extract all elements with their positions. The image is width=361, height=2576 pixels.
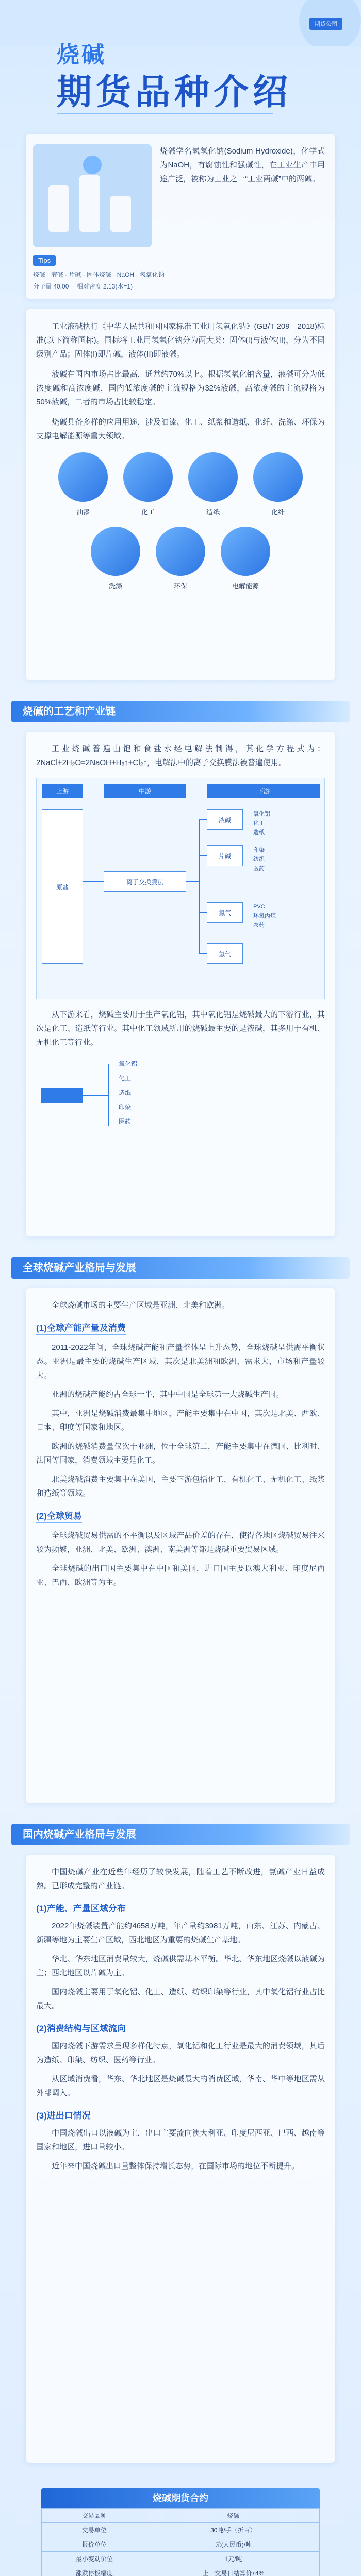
flow-liquid-caustic: 液碱: [207, 809, 243, 830]
usage-item: [123, 452, 173, 516]
tips-panel: [33, 255, 328, 291]
intro-text: 烧碱学名氢氧化钠(Sodium Hydroxide)，化学式为NaOH，有腐蚀性和强碱性，在工业生产中用途广泛，被称为工业之一“工业两碱”中的两碱。: [160, 147, 325, 183]
global-paragraph-8: 全球烧碱的出口国主要集中在中国和美国，进口国主要以澳大利亚、印度尼西亚、巴西、欧洲等为主。: [36, 1564, 325, 1587]
flow-use-item: PVC: [253, 904, 265, 910]
usage-label: 造纸: [206, 508, 220, 516]
section-title-domestic: 国内烧碱产业格局与发展: [11, 1824, 350, 1845]
domestic-subhead-3: (3)进出口情况: [36, 2111, 91, 2121]
flow-use-item: 农药: [253, 922, 265, 928]
usage-item: [253, 452, 303, 516]
flow-membrane-process: 离子交换膜法: [104, 871, 186, 892]
contract-table-1: [41, 2488, 320, 2576]
flow-downstream: 下游: [207, 784, 320, 798]
share-item: 造纸: [119, 1089, 132, 1096]
tips-line: 分子量 40.00: [33, 283, 69, 290]
tips-label: Tips: [33, 255, 56, 266]
table-row: [42, 2537, 320, 2552]
flow-uses-1: [253, 809, 320, 837]
overview-paragraph-3: 烧碱具备多样的应用用途，涉及油漆、化工、纸浆和造纸、化纤、洗涤、环保为支撑电解能源等重大领域。: [36, 418, 325, 440]
usage-label: 洗涤: [108, 582, 122, 590]
chain-paragraph-2: 从下游来看，烧碱主要用于生产氧化铝，其中氧化铝是烧碱最大的下游行业，其次是化工、造纸等行业。其中化工领域所用的烧碱最主要的是液碱，其多用于有机、无机化工等行业。: [36, 1010, 325, 1047]
tips-chip: 液碱: [51, 271, 63, 278]
fiber-icon: [253, 452, 303, 502]
contract-table-1-title: 烧碱期货合约: [41, 2488, 320, 2508]
table-cell-label: 最小变动价位: [42, 2552, 147, 2566]
domestic-paragraph-4: 国内烧碱主要用于氧化铝、化工、造纸、纺织印染等行业，其中氧化铝行业占比最大。: [36, 1988, 325, 2010]
tips-chip: NaOH: [117, 271, 135, 278]
environment-icon: [156, 527, 205, 576]
table-cell-value: 1元/吨: [147, 2552, 319, 2566]
section-title-chain: 烧碱的工艺和产业链: [11, 701, 350, 722]
title-divider: [57, 113, 273, 114]
share-item: 印染: [119, 1104, 132, 1111]
tips-chip: 氢氧化钠: [139, 271, 165, 278]
flow-chlorine: 氯气: [207, 902, 243, 923]
chain-paragraph-1: 工业烧碱普遍由饱和食盐水经电解法制得，其化学方程式为：2NaCl+2H₂O=2NaOH+H₂↑+Cl₂↑，电解法中的离子交换膜法被普遍使用。: [36, 744, 325, 767]
flow-hydrogen: 氢气: [207, 943, 243, 964]
flow-use-item: 医药: [253, 866, 265, 872]
global-card: [26, 1288, 335, 1803]
table-row: [42, 2552, 320, 2566]
table-cell-value: 烧碱: [147, 2509, 319, 2523]
usage-item: [91, 527, 140, 590]
domestic-paragraph-6: 从区域消费看，华东、华北地区是烧碱最大的消费区域，华南、华中等地区需从外部调入。: [36, 2075, 325, 2097]
table-cell-label: 交易品种: [42, 2509, 147, 2523]
domestic-paragraph-3: 华北、华东地区消费量较大，烧碱供需基本平衡。华北、华东地区烧碱以液碱为主；西北地区以片碱为主。: [36, 1955, 325, 1977]
usage-item: [58, 452, 108, 516]
domestic-paragraph-1: 中国烧碱产业在近些年经历了较快发展，随着工艺不断改进，氯碱产业日益成熟。已形成完整的产业链。: [36, 1868, 325, 1890]
overview-paragraph-2: 液碱在国内市场占比最高，通常约70%以上。根据氢氧化钠含量，液碱可分为低浓度碱和高浓度碱，国内低浓度碱的主流规格为32%液碱，高浓度碱的主流规格为50%液碱，二者的市场占比较稳定。: [36, 370, 325, 406]
global-paragraph-5: 欧洲的烧碱消费量仅次于亚洲，位于全球第二，产能主要集中在德国、比利时、法国等国家，消费领域主要是化工。: [36, 1442, 325, 1465]
global-paragraph-4: 其中，亚洲是烧碱消费最集中地区，产能主要集中在中国，其次是北美、西欧、日本、印度等国家和地区。: [36, 1409, 325, 1432]
domestic-subhead-2: (2)消费结构与区域流向: [36, 2024, 126, 2033]
global-subhead-1: (1)全球产能产量及消费: [36, 1320, 126, 1335]
table-row: [42, 2509, 320, 2523]
domestic-paragraph-8: 近年来中国烧碱出口量整体保持增长态势，在国际市场的地位不断提升。: [52, 2162, 300, 2171]
chain-card: [26, 732, 335, 1236]
flow-midstream: 中游: [104, 784, 186, 798]
usage-label: 化纤: [271, 508, 285, 516]
table-cell-value: 30吨/手（折百）: [147, 2523, 319, 2537]
flow-use-item: 氧化铝: [253, 811, 270, 817]
hero-subtitle: 烧碱: [57, 42, 106, 67]
overview-card: [26, 309, 335, 680]
usage-item: [188, 452, 238, 516]
paper-icon: [188, 452, 238, 502]
flow-uses-2: [253, 845, 320, 873]
share-item: 医药: [119, 1118, 132, 1125]
global-paragraph-1: 全球烧碱市场的主要生产区域是亚洲、北美和欧洲。: [52, 1301, 230, 1310]
battery-icon: [221, 527, 270, 576]
table-row: [42, 2523, 320, 2537]
flow-use-item: 化工: [253, 820, 265, 826]
table-cell-label: 涨跌停板幅度: [42, 2566, 147, 2576]
table-cell-label: 报价单位: [42, 2537, 147, 2552]
header-decoration: [0, 0, 361, 46]
global-subhead-2: (2)全球贸易: [36, 1509, 82, 1523]
usage-label: 化工: [141, 508, 155, 516]
tips-chip-row: 烧碱 · 液碱 · 片碱 · 固体烧碱 · NaOH · 氢氧化钠: [33, 271, 165, 278]
table-cell-value: 元(人民币)/吨: [147, 2537, 319, 2552]
tips-chip: 固体烧碱: [87, 271, 112, 278]
logo-badge: 期货公司: [309, 18, 342, 30]
domestic-paragraph-7: 中国烧碱出口以液碱为主，出口主要流向澳大利亚、印度尼西亚、巴西、越南等国家和地区，进口量较小。: [36, 2129, 325, 2151]
domestic-card: [26, 1855, 335, 2463]
domestic-paragraph-5: 国内烧碱下游需求呈现多样化特点，氧化铝和化工行业是最大的消费领域，其后为造纸、印染、纺织、医药等行业。: [36, 2042, 325, 2064]
paint-icon: [58, 452, 108, 502]
overview-paragraph-1: 工业液碱执行《中华人民共和国国家标准工业用氢氧化钠》(GB/T 209－2018)标准(以下简称国标)。国标将工业用氢氧化钠分为两大类：固体(I)与液体(II)，分为不同级别产品；固体(I)即片碱，液体(II)即液碱。: [36, 322, 325, 359]
tips-properties: [33, 282, 328, 291]
flow-use-item: 印染: [253, 847, 265, 853]
share-item: 化工: [119, 1075, 132, 1082]
usage-label: 环保: [173, 582, 187, 590]
top-bar: [0, 0, 361, 46]
chain-flow-diagram: [36, 778, 325, 999]
global-paragraph-7: 全球烧碱贸易供需的不平衡以及区域产品价差的存在，使得各地区烧碱贸易往来较为频繁，亚洲、北美、欧洲、澳洲、南美洲等都是烧碱重要贸易区域。: [36, 1531, 325, 1554]
flow-use-item: 纺织: [253, 856, 265, 862]
page-title: 期货品种介绍: [57, 73, 292, 112]
usage-icon-grid: [36, 452, 325, 590]
contract-table-1-grid: [41, 2508, 320, 2576]
usage-label: 油漆: [76, 508, 90, 516]
tips-chip: 片碱: [69, 271, 81, 278]
usage-item: [156, 527, 205, 590]
global-paragraph-3: 亚洲的烧碱产能约占全球一半，其中中国是全球第一大烧碱生产国。: [52, 1390, 284, 1399]
table-cell-label: 交易单位: [42, 2523, 147, 2537]
flow-use-item: 环氧丙烷: [253, 913, 276, 919]
chemical-icon: [123, 452, 173, 502]
tips-chip: 烧碱: [33, 271, 46, 278]
table-cell-value: 上一交易日结算价±4%: [147, 2566, 319, 2576]
detergent-icon: [91, 527, 140, 576]
flow-solid-caustic: 片碱: [207, 845, 243, 866]
usage-label: 电解能源: [232, 582, 259, 590]
flow-uses-3: [253, 902, 320, 930]
share-item: 氧化铝: [119, 1060, 138, 1067]
global-paragraph-2: 2011-2022年间，全球烧碱产能和产量整体呈上升态势，全球烧碱呈供需平衡状态。亚洲是最主要的烧碱生产区域，其次是北美洲和欧洲，需求大，市场和产量较大。: [36, 1343, 325, 1380]
flow-upstream: 上游: [42, 784, 83, 798]
share-list: [119, 1057, 315, 1129]
section-title-global: 全球烧碱产业格局与发展: [11, 1257, 350, 1279]
global-paragraph-6: 北美烧碱消费主要集中在美国，主要下游包括化工、有机化工、无机化工、纸浆和造纸等领域。: [36, 1475, 325, 1498]
lab-illustration-icon: [33, 144, 152, 247]
usage-item: [221, 527, 270, 590]
table-row: [42, 2566, 320, 2576]
domestic-subhead-1: (1)产能、产量区域分布: [36, 1904, 126, 1913]
downstream-share-diagram: [36, 1057, 325, 1134]
domestic-paragraph-2: 2022年烧碱装置产能约4658万吨，年产量约3981万吨，山东、江苏、内蒙古、新疆等地为主要生产区域，西北地区为重要的烧碱生产基地。: [36, 1922, 325, 1944]
intro-card: [26, 134, 335, 299]
tips-line: 相对密度 2.13(水=1): [76, 283, 133, 290]
flow-use-item: 造纸: [253, 829, 265, 836]
flow-raw-salt: 原盐: [42, 809, 83, 964]
